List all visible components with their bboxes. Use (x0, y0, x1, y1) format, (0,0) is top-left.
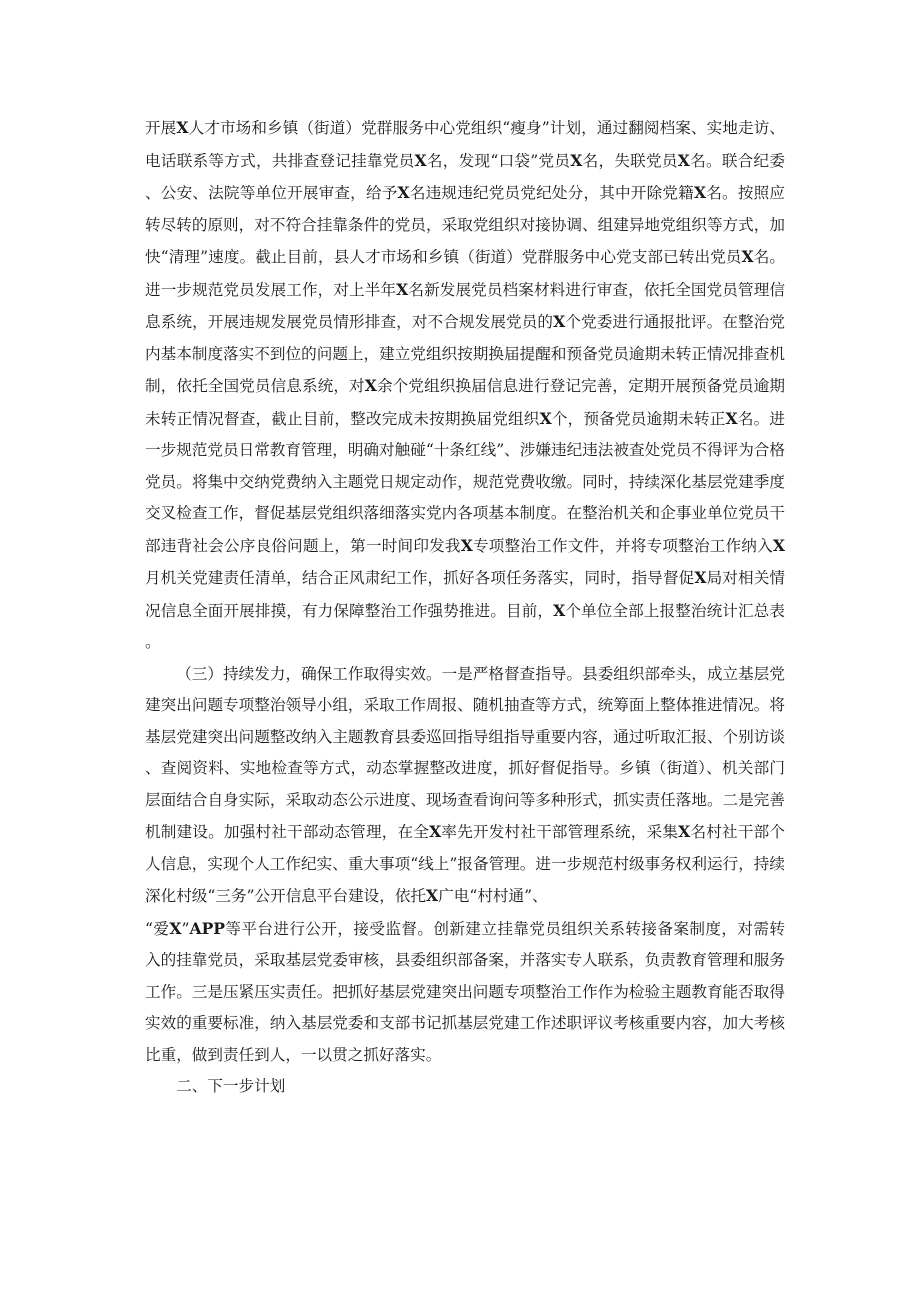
paragraph-app-supervision: “爱X”APP等平台进行公开，接受监督。创新建立挂靠党员组织关系转接备案制度，对需转入的挂靠党员，采取基层党委审核，县委组织部备案，并落实专人联系，负责教育管理和服务工作。三是压紧压实责任。把抓好基层党建突出问题专项整治工作作为检验主题教育能否取得实效的重要标准，纳入基层党委和支部书记抓基层党建工作述职评议考核重要内容，加大考核比重，做到责任到人，一以贯之抓好落实。 (145, 918, 785, 1064)
paragraph-continued-effort: （三）持续发力，确保工作取得实效。一是严格督查指导。县委组织部牵头，成立基层党建突出问题专项整治领导小组，采取工作周报、随机抽查等方式，统筹面上整体推进情况。将基层党建突出问题整改纳入主题教育县委巡回指导组指导重要内容，通过听取汇报、个别访谈、查阅资料、实地检查等方式，动态掌握整改进度，抓好督促指导。乡镇（街道）、机关部门层面结合自身实际，采取动态公示进度、现场查看询问等多种形式，抓实责任落地。二是完善机制建设。加强村社干部动态管理，在全X率先开发村社干部管理系统，采集X名村社干部个人信息，实现个人工作纪实、重大事项“线上”报备管理。进一步规范村级事务权利运行，持续深化村级“三务”公开信息平台建设，依托X广电“村村通”、 (145, 664, 785, 905)
section-heading-next-plan: 二、下一步计划 (176, 1077, 286, 1095)
document-body (145, 112, 785, 1103)
paragraph-rectification-work: 开展X人才市场和乡镇（街道）党群服务中心党组织“瘦身”计划，通过翻阅档案、实地走访、电话联系等方式，共排查登记挂靠党员X名，发现“口袋”党员X名，失联党员X名。联合纪委、公安、法院等单位开展审查，给予X名违规违纪党员党纪处分，其中开除党籍X名。按照应转尽转的原则，对不符合挂靠条件的党员，采取党组织对接协调、组建异地党组织等方式，加快“清理”速度。截止目前，县人才市场和乡镇（街道）党群服务中心党支部已转出党员X名。进一步规范党员发展工作，对上半年X名新发展党员档案材料进行审查，依托全国党员管理信息系统，开展违规发展党员情形排查，对不合规发展党员的X个党委进行通报批评。在整治党内基本制度落实不到位的问题上，建立党组织按期换届提醒和预备党员逾期未转正情况排查机制，依托全国党员信息系统，对X余个党组织换届信息进行登记完善，定期开展预备党员逾期未转正情况督查，截止目前，整改完成未按期换届党组织X个，预备党员逾期未转正X名。进一步规范党员日常教育管理，明确对触碰“十条红线”、涉嫌违纪违法被查处党员不得评为合格党员。将集中交纳党费纳入主题党日规定动作，规范党费收缴。同时，持续深化基层党建季度交叉检查工作，督促基层党组织落细落实党内各项基本制度。在整治机关和企事业单位党员干部违背社会公序良俗问题上，第一时间印发我X专项整治工作文件，并将专项整治工作纳入X月机关党建责任清单，结合正风肃纪工作，抓好各项任务落实，同时，指导督促X局对相关情况信息全面开展排摸，有力保障整治工作强势推进。目前，X个单位全部上报整治统计汇总表。 (145, 118, 785, 651)
